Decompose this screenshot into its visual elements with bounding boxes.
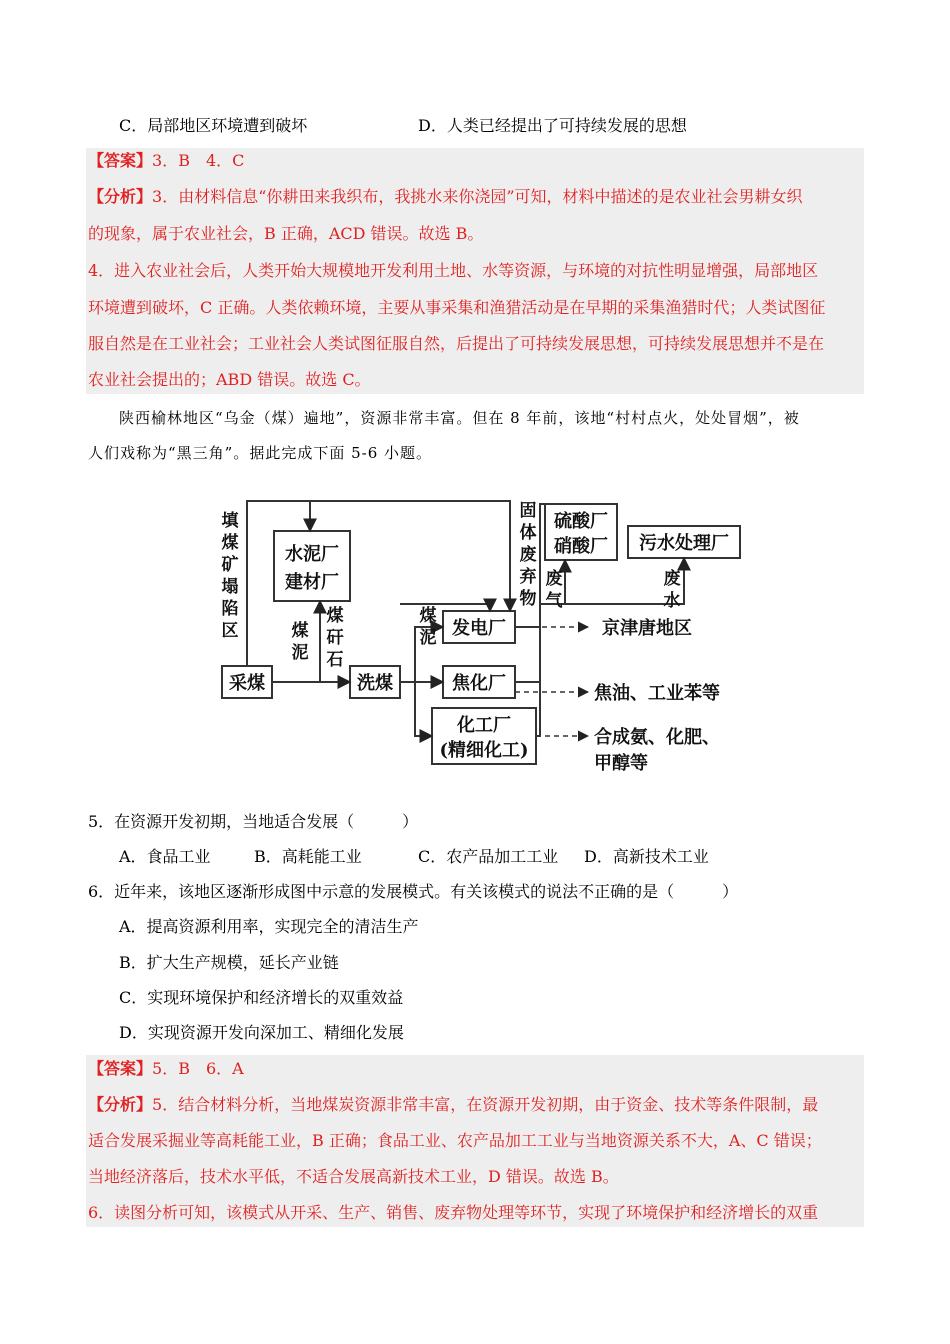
analysis-text: 5．结合材料分析，当地煤炭资源非常丰富，在资源开发初期，由于资金、技术等条件限制，最	[152, 1095, 819, 1114]
answer-tag: 【答案】	[88, 151, 153, 170]
industry-chain-diagram	[210, 496, 770, 796]
label-huagong-2: (精细化工)	[439, 740, 529, 761]
label-fadian: 发电厂	[452, 618, 506, 639]
q6-option-b: B．扩大生产规模，延长产业链	[119, 953, 339, 972]
answer-1	[88, 149, 244, 173]
label-liusuan-1: 硫酸厂	[554, 511, 608, 532]
answer-2	[88, 1057, 244, 1081]
q5-option-d: D．高新技术工业	[584, 847, 709, 866]
q4-option-d: D．人类已经提出了可持续发展的思想	[418, 116, 687, 135]
q6-option-d: D．实现资源开发向深加工、精细化发展	[119, 1023, 404, 1042]
q6-option-a: A．提高资源利用率，实现完全的清洁生产	[119, 917, 419, 936]
label-feiqi: 废气	[545, 569, 563, 611]
analysis-1-line-3: 4．进入农业社会后，人类开始大规模地开发利用土地、水等资源，与环境的对抗性明显增强，局部地区	[88, 261, 819, 280]
label-guti: 固体废弃物	[519, 501, 537, 609]
label-ximei: 洗煤	[357, 673, 393, 694]
label-feishui: 废水	[663, 569, 681, 611]
q5-option-a: A．食品工业	[119, 847, 211, 866]
label-wushui: 污水处理厂	[639, 533, 729, 554]
label-liusuan-2: 硝酸厂	[554, 536, 608, 557]
analysis-1-line-5: 服自然是在工业社会；工业社会人类试图征服自然，后提出了可持续发展思想，可持续发展思想并不是在	[88, 334, 825, 353]
label-hecheng-2: 甲醇等	[594, 753, 648, 774]
passage-line-1: 陕西榆林地区“乌金（煤）遍地”，资源非常丰富。但在 8 年前，该地“村村点火，处处冒烟”，被	[119, 409, 800, 427]
analysis-2-line-3: 当地经济落后，技术水平低，不适合发展高新技术工业，D 错误。故选 B。	[88, 1167, 619, 1186]
label-huagong-1: 化工厂	[457, 715, 511, 736]
label-shuini-2: 建材厂	[285, 572, 339, 593]
label-caimei: 采煤	[229, 673, 265, 694]
analysis-text: 3．由材料信息“你耕田来我织布，我挑水来你浇园”可知，材料中描述的是农业社会男耕女织	[152, 187, 803, 206]
q5-stem: 5．在资源开发初期，当地适合发展（ ）	[88, 812, 419, 831]
label-jingjintang: 京津唐地区	[602, 618, 692, 639]
label-meiganshi: 煤矸石	[326, 606, 344, 670]
answer-text: 5．B 6．A	[152, 1059, 244, 1078]
analysis-2-line-1	[88, 1093, 818, 1117]
q4-option-c: C．局部地区环境遭到破坏	[119, 116, 308, 135]
q5-option-c: C．农产品加工工业	[418, 847, 559, 866]
analysis-2-line-4: 6．读图分析可知，该模式从开采、生产、销售、废弃物处理等环节，实现了环境保护和经济增长的双重	[88, 1203, 819, 1222]
passage-line-2: 人们戏称为“黑三角”。据此完成下面 5-6 小题。	[88, 444, 433, 462]
label-tianmei: 填煤矿塌陷区	[221, 511, 239, 641]
label-jiaoyou: 焦油、工业苯等	[594, 683, 720, 704]
label-shuini-1: 水泥厂	[285, 544, 339, 565]
analysis-tag: 【分析】	[88, 1095, 153, 1114]
analysis-1-line-2: 的现象，属于农业社会，B 正确，ACD 错误。故选 B。	[88, 224, 484, 243]
q6-stem: 6．近年来，该地区逐渐形成图中示意的发展模式。有关该模式的说法不正确的是（ ）	[88, 882, 739, 901]
label-meini-1: 煤泥	[291, 621, 309, 663]
analysis-tag: 【分析】	[88, 187, 153, 206]
label-hecheng-1: 合成氨、化肥、	[594, 727, 720, 748]
q6-option-c: C．实现环境保护和经济增长的双重效益	[119, 988, 404, 1007]
analysis-1-line-6: 农业社会提出的；ABD 错误。故选 C。	[88, 370, 371, 389]
label-jiaohua: 焦化厂	[452, 673, 506, 694]
analysis-2-line-2: 适合发展采掘业等高耗能工业，B 正确；食品工业、农产品加工工业与当地资源关系不大，A、C 错误；	[88, 1131, 822, 1150]
analysis-1-line-4: 环境遭到破坏，C 正确。人类依赖环境，主要从事采集和渔猎活动是在早期的采集渔猎时代；人类试图征	[88, 298, 826, 317]
answer-text: 3．B 4．C	[152, 151, 245, 170]
q5-option-b: B．高耗能工业	[254, 847, 362, 866]
answer-tag: 【答案】	[88, 1059, 153, 1078]
analysis-1-line-1	[88, 185, 803, 209]
label-meini-2: 煤泥	[419, 606, 437, 648]
